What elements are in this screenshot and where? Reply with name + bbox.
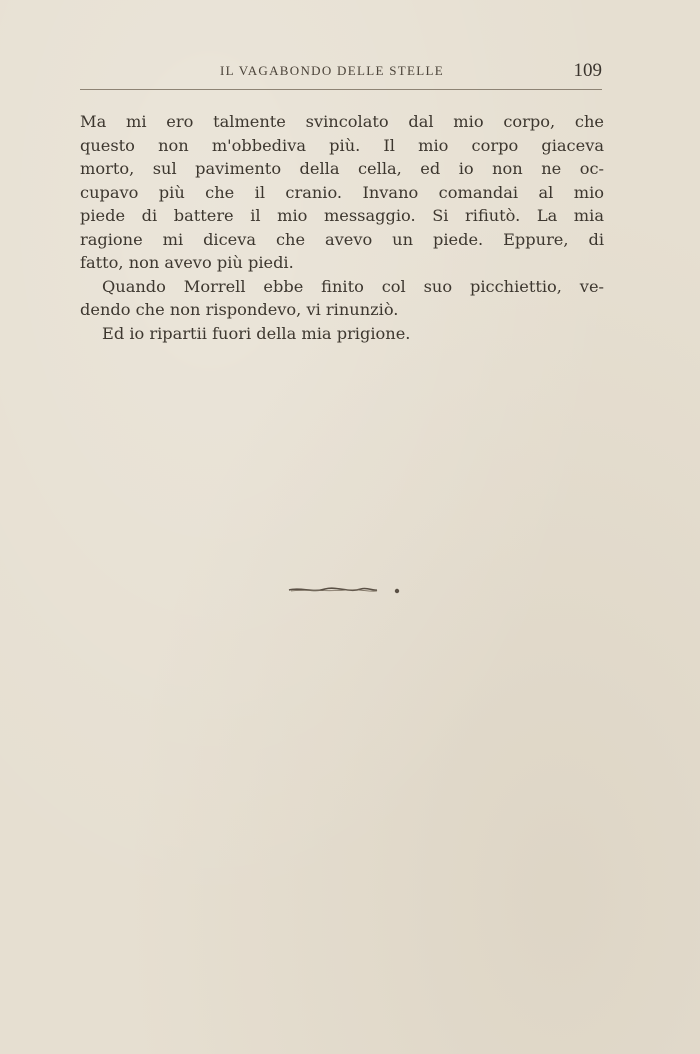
text-line: cupavo più che il cranio. Invano comandai al mio	[80, 182, 604, 202]
text-line: fatto, non avevo più piedi.	[80, 253, 294, 272]
text-line: morto, sul pavimento della cella, ed io non ne oc-	[80, 159, 604, 178]
header-rule	[80, 89, 602, 90]
text-line: Quando Morrell ebbe finito col suo picchiettio, ve-	[102, 276, 604, 296]
body-text	[80, 110, 604, 345]
running-title: IL VAGABONDO DELLE STELLE	[220, 63, 444, 78]
text-line: Ed io ripartii fuori della mia prigione.	[102, 323, 411, 343]
ornament-icon	[287, 584, 402, 596]
text-line: piede di battere il mio messaggio. Si rifiutò. La mia	[80, 206, 604, 225]
text-line: Ma mi ero talmente svincolato dal mio corpo, che	[80, 112, 604, 131]
text-line: ragione mi diceva che avevo un piede. Eppure, di	[80, 229, 604, 249]
text-line: questo non m'obbediva più. Il mio corpo giaceva	[80, 135, 604, 155]
paragraph-1	[80, 110, 604, 275]
paragraph-2	[80, 275, 604, 322]
page-number: 109	[573, 60, 602, 81]
text-line: dendo che non rispondevo, vi rinunziò.	[80, 300, 399, 319]
running-head	[80, 60, 604, 84]
paragraph-3	[80, 322, 604, 346]
